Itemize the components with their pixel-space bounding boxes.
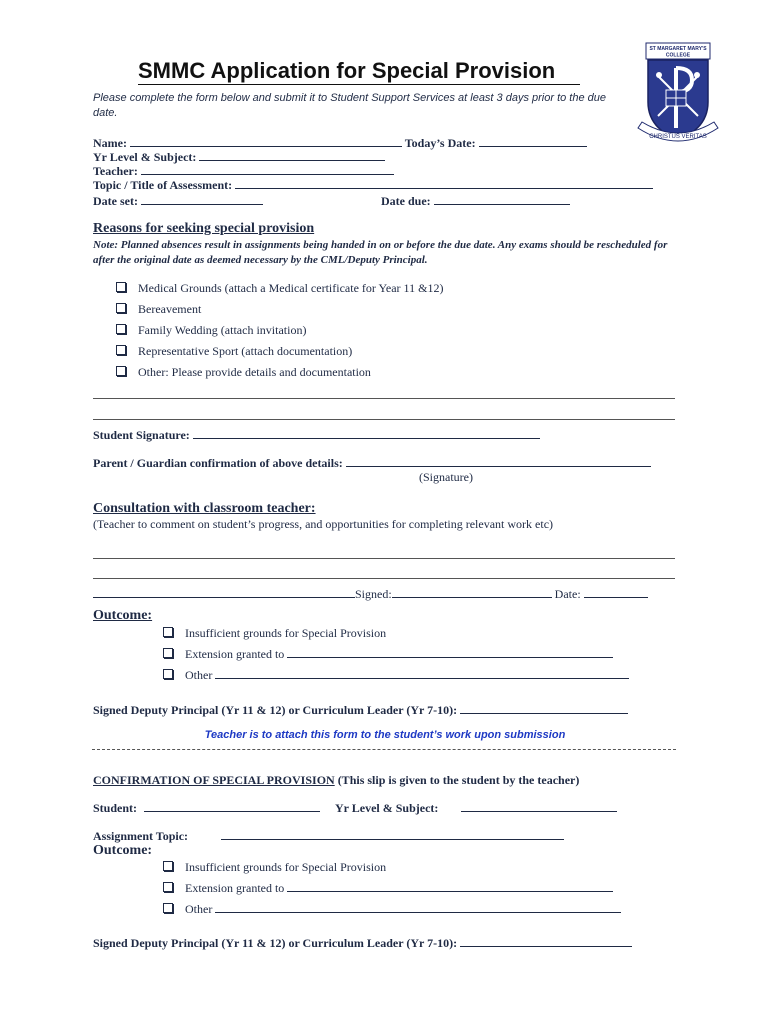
teacher-field[interactable] [141, 164, 394, 175]
topic-row [93, 178, 653, 193]
other-outcome-field[interactable] [215, 668, 629, 679]
checkbox[interactable] [116, 282, 126, 292]
date-set-field[interactable] [141, 194, 263, 205]
consultation-date-field[interactable] [584, 587, 648, 598]
reason-option[interactable] [116, 365, 371, 380]
page-title: SMMC Application for Special Provision [138, 58, 556, 83]
yr-level-label: Yr Level & Subject: [93, 150, 197, 164]
details-line-2[interactable] [93, 419, 675, 420]
confirm-student-label: Student: [93, 801, 138, 815]
checkbox[interactable] [116, 324, 126, 334]
signed-label: Signed: [355, 587, 392, 601]
checkbox[interactable] [116, 366, 126, 376]
confirmation-heading: CONFIRMATION OF SPECIAL PROVISION [93, 773, 335, 787]
student-signature-row [93, 428, 540, 443]
deputy-signature-label: Signed Deputy Principal (Yr 11 & 12) or Curriculum Leader (Yr 7-10): [93, 703, 458, 717]
reason-option[interactable] [116, 281, 443, 296]
confirmation-heading-row [93, 773, 579, 788]
signature-hint: (Signature) [419, 470, 473, 484]
parent-confirm-row [93, 456, 651, 471]
logo-top-text: ST MARGARET MARY'S [649, 46, 707, 52]
outcome2-option[interactable] [163, 860, 386, 875]
deputy2-signature-row [93, 936, 632, 951]
date-set-row [93, 194, 263, 209]
confirmation-note: (This slip is given to the student by the teacher) [337, 773, 580, 787]
date-set-label: Date set: [93, 194, 138, 208]
confirm-student-row [93, 801, 320, 816]
outcome-heading: Outcome: [93, 608, 153, 623]
extension2-date-field[interactable] [287, 881, 613, 892]
date-due-label: Date due: [381, 194, 431, 208]
checkbox[interactable] [163, 627, 173, 637]
date-due-row [381, 194, 570, 209]
outcome-option[interactable] [163, 647, 613, 662]
outcome-option[interactable] [163, 668, 629, 683]
confirm-student-field[interactable] [144, 801, 320, 812]
reason-option[interactable] [116, 323, 306, 338]
todays-date-field[interactable] [479, 136, 587, 147]
name-label: Name: [93, 136, 127, 150]
consultation-blank-field[interactable] [93, 587, 355, 598]
deputy2-signature-label: Signed Deputy Principal (Yr 11 & 12) or Curriculum Leader (Yr 7-10): [93, 936, 458, 950]
outcome2-option[interactable] [163, 881, 613, 896]
cut-line [92, 749, 676, 750]
other2-outcome-field[interactable] [215, 902, 621, 913]
teacher-label: Teacher: [93, 164, 138, 178]
deputy-signature-field[interactable] [460, 703, 628, 714]
reason-label: Bereavement [138, 302, 202, 316]
yr-level-field[interactable] [199, 150, 385, 161]
checkbox[interactable] [163, 861, 173, 871]
comment-line-1[interactable] [93, 558, 675, 559]
title-underline [138, 84, 580, 85]
outcome2-heading: Outcome: [93, 843, 153, 858]
deputy-signature-row [93, 703, 628, 718]
comment-line-2[interactable] [93, 578, 675, 579]
confirm-yr-level-row [335, 801, 617, 816]
deputy2-signature-field[interactable] [460, 936, 632, 947]
topic-field[interactable] [235, 178, 653, 189]
teacher-instruction: Teacher is to attach this form to the student’s work upon submission [204, 729, 566, 741]
reason-option[interactable] [116, 344, 352, 359]
outcome-option[interactable] [163, 626, 386, 641]
extension-date-field[interactable] [287, 647, 613, 658]
reasons-heading: Reasons for seeking special provision [93, 221, 315, 236]
outcome2-option[interactable] [163, 902, 621, 917]
outcome-label: Other [185, 668, 213, 682]
checkbox[interactable] [163, 882, 173, 892]
outcome2-label: Extension granted to [185, 881, 285, 895]
parent-signature-field[interactable] [346, 456, 651, 467]
outcome-label: Extension granted to [185, 647, 285, 661]
outcome2-label: Insufficient grounds for Special Provision [185, 860, 387, 874]
yr-level-row [93, 150, 385, 165]
reason-label: Other: Please provide details and documentation [138, 365, 371, 379]
logo-motto: CHRISTUS VERITAS [649, 134, 707, 140]
confirm-topic-label: Assignment Topic: [93, 829, 189, 843]
checkbox[interactable] [163, 903, 173, 913]
confirm-yr-level-label: Yr Level & Subject: [335, 801, 439, 815]
reasons-note: Note: Planned absences result in assignments being handed in on or before the due date. Any exams should be rescheduled for after the original date as deemed necessary by the CML/Deputy Principal. [93, 239, 668, 266]
consultation-subtext: (Teacher to comment on student’s progress, and opportunities for completing relevant work etc) [93, 517, 554, 531]
college-crest-logo [632, 42, 724, 152]
date-due-field[interactable] [434, 194, 570, 205]
teacher-row [93, 164, 394, 179]
student-signature-label: Student Signature: [93, 428, 190, 442]
reason-label: Family Wedding (attach invitation) [138, 323, 307, 337]
checkbox[interactable] [163, 648, 173, 658]
consultation-heading: Consultation with classroom teacher: [93, 501, 316, 516]
checkbox[interactable] [116, 345, 126, 355]
checkbox[interactable] [163, 669, 173, 679]
logo-top-text-2: COLLEGE [665, 52, 691, 59]
intro-text: Please complete the form below and submit it to Student Support Services at least 3 days prior to the due date. [93, 92, 607, 119]
reason-label: Medical Grounds (attach a Medical certificate for Year 11 &12) [138, 281, 444, 295]
confirm-topic-field[interactable] [221, 829, 564, 840]
details-line-1[interactable] [93, 398, 675, 399]
name-row [93, 136, 587, 151]
consultation-signature-field[interactable] [392, 587, 552, 598]
name-field[interactable] [130, 136, 402, 147]
student-signature-field[interactable] [193, 428, 540, 439]
outcome2-label: Other [185, 902, 213, 916]
reason-option[interactable] [116, 302, 201, 317]
outcome-label: Insufficient grounds for Special Provision [185, 626, 387, 640]
reason-label: Representative Sport (attach documentation) [138, 344, 353, 358]
topic-label: Topic / Title of Assessment: [93, 178, 233, 192]
parent-confirm-label: Parent / Guardian confirmation of above details: [93, 456, 343, 470]
confirm-topic-row [93, 829, 564, 844]
todays-date-label: Today’s Date: [404, 136, 476, 150]
confirm-yr-level-field[interactable] [461, 801, 617, 812]
consultation-signed-row [93, 587, 648, 602]
checkbox[interactable] [116, 303, 126, 313]
date-label: Date: [554, 587, 581, 601]
